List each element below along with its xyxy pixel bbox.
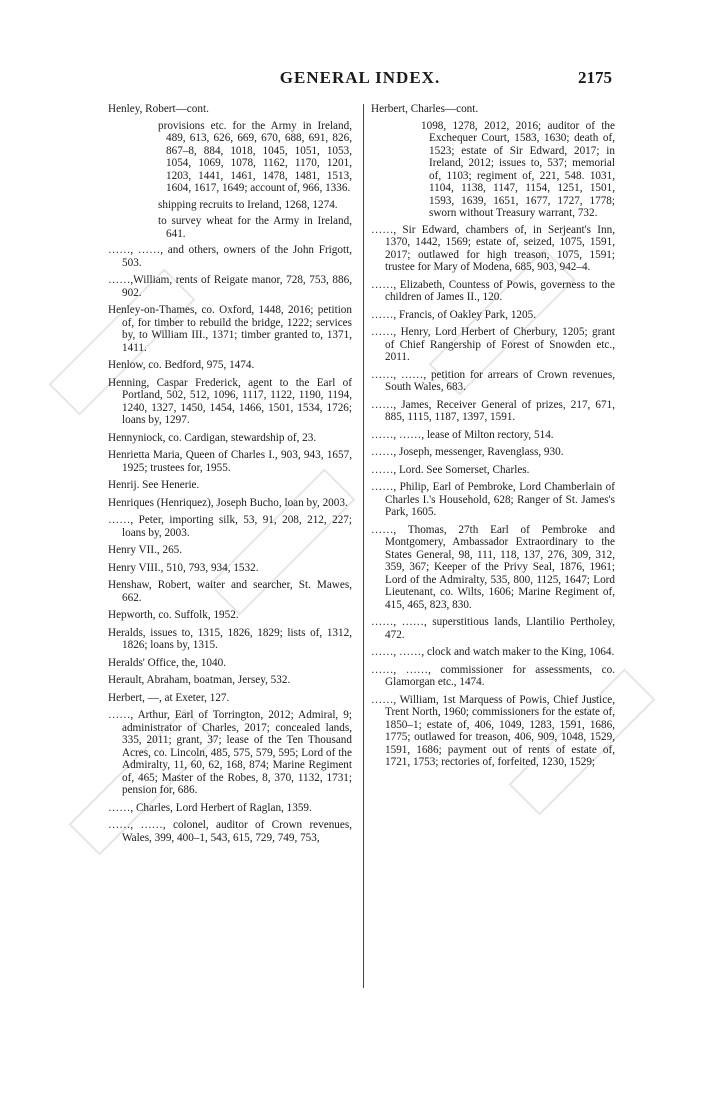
index-entry: ……, ……, commissioner for assessments, co. Glamorgan etc., 1474.: [371, 663, 615, 688]
index-entry: ……, Philip, Earl of Pembroke, Lord Chamberlain of Charles I.'s Household, 628; Ranger of St. James's Park, 1605.: [371, 481, 615, 518]
index-entry: ……, Arthur, Earl of Torrington, 2012; Admiral, 9; administrator of Charles, 2017; concealed lands, 335, 2011; grant, 37; lease of the Ten Thousand Acres, co. Lincoln, 485, 575, 579, 595; Lord of the Admiralty, 11, 60, 62, 168, 874; Marine Regiment of, 465; Master of the Robes, 8, 370, 1132, 1731; pension for, 686.: [108, 709, 352, 796]
index-entry: ……, Francis, of Oakley Park, 1205.: [371, 308, 536, 321]
index-entry: ……, Joseph, messenger, Ravenglass, 930.: [371, 446, 564, 458]
index-entry: Herault, Abraham, boatman, Jersey, 532.: [108, 674, 291, 686]
index-entry: ……, Henry, Lord Herbert of Cherbury, 1205; grant of Chief Rangership of Forest of Snowden etc., 2011.: [371, 326, 615, 363]
index-entry: ……, Charles, Lord Herbert of Raglan, 1359.: [108, 801, 312, 814]
index-entry: Henrij. See Henerie.: [108, 479, 200, 491]
index-entry: to survey wheat for the Army in Ireland, 641.: [158, 215, 352, 240]
index-entry: 1098, 1278, 2012, 2016; auditor of the Exchequer Court, 1583, 1630; death of, 1523; estate of Sir Edward, 2017; in Ireland, 2012; issues to, 537; memorial of, 1103; regiment of, 221, 548. 1031, 1104, 1138, 1147, 1154, 1251, 1501, 1593, 1639, 1651, 1677, 1727, 1778; sworn without Treasury warrant, 732.: [421, 119, 615, 219]
index-entry: Heralds, issues to, 1315, 1826, 1829; lists of, 1312, 1826; loans by, 1315.: [108, 626, 352, 651]
index-entry: Henlow, co. Bedford, 975, 1474.: [108, 359, 255, 371]
index-entry: ……, ……, petition for arrears of Crown revenues, South Wales, 683.: [371, 368, 615, 393]
left-column: [108, 103, 352, 849]
index-entry: ……, Sir Edward, chambers of, in Serjeant's Inn, 1370, 1442, 1569; estate of, seized, 1075, 1591, 2017; outlawed for high treason, 1075, 1591; trustee for Mary of Modena, 685, 903, 942–4.: [371, 223, 615, 273]
index-entry: Henning, Caspar Frederick, agent to the Earl of Portland, 502, 512, 1096, 1117, 1122, 1190, 1194, 1240, 1327, 1450, 1454, 1466, 1501, 1534, 1726; loans by, 1297.: [108, 376, 352, 426]
column-divider: [363, 104, 364, 988]
index-entry: Hepworth, co. Suffolk, 1952.: [108, 609, 239, 621]
index-entry: Henriques (Henriquez), Joseph Bucho, loan by, 2003.: [108, 496, 348, 509]
index-entry: ……, Thomas, 27th Earl of Pembroke and Montgomery, Ambassador Extraordinary to the States General, 98, 111, 118, 137, 276, 309, 312, 359, 367; Keeper of the Privy Seal, 1876, 1961; Lord of the Admiralty, 535, 800, 1125, 1647; Lord Lieutenant, co. Wilts, 1606; Marine Regiment of, 415, 465, 823, 830.: [371, 523, 615, 611]
index-entry: ……, Lord. See Somerset, Charles.: [371, 463, 530, 476]
index-entry: Herbert, Charles—cont.: [371, 103, 479, 115]
page-header: [108, 68, 612, 92]
index-entry: Henry VIII., 510, 793, 934, 1532.: [108, 561, 259, 574]
index-entry: shipping recruits to Ireland, 1268, 1274.: [158, 198, 338, 211]
page-title: GENERAL INDEX.: [279, 68, 441, 87]
right-column: [371, 103, 615, 774]
index-entry: ……, Peter, importing silk, 53, 91, 208, 212, 227; loans by, 2003.: [108, 514, 352, 539]
index-entry: ……, ……, colonel, auditor of Crown revenues, Wales, 399, 400–1, 543, 615, 729, 749, 753,: [108, 819, 352, 844]
index-entry: Henry VII., 265.: [108, 544, 183, 556]
page-number: 2175: [578, 68, 612, 87]
index-entry: ……,William, rents of Reigate manor, 728, 753, 886, 902.: [108, 274, 352, 299]
index-entry: ……, ……, lease of Milton rectory, 514.: [371, 428, 554, 441]
index-entry: Henley, Robert—cont.: [108, 103, 209, 115]
index-entry: ……, James, Receiver General of prizes, 217, 671, 885, 1115, 1187, 1397, 1591.: [371, 398, 615, 423]
index-entry: Henshaw, Robert, waiter and searcher, St. Mawes, 662.: [108, 579, 352, 604]
index-entry: ……, William, 1st Marquess of Powis, Chief Justice, Trent North, 1960; commissioners for the estate of, 1850–1; estate of, 406, 1049, 1283, 1591, 1686, 1775; outlawed for treason, 406, 909, 1048, 1529, 1591, 1686; payment out of rents of estate of, 1721, 1753; rectories of, forfeited, 1230, 1529;: [371, 693, 615, 768]
index-entry: Hennyniock, co. Cardigan, stewardship of, 23.: [108, 431, 317, 444]
index-entry: provisions etc. for the Army in Ireland, 489, 613, 626, 669, 670, 688, 691, 826, 867–8, 884, 1018, 1045, 1051, 1053, 1054, 1069, 1078, 1162, 1170, 1201, 1203, 1441, 1461, 1478, 1481, 1513, 1604, 1617, 1649; account of, 966, 1336.: [158, 119, 352, 194]
index-entry: Henley-on-Thames, co. Oxford, 1448, 2016; petition of, for timber to rebuild the bridge, 1222; services by, to William III., 1371; timber granted to, 1371, 1411.: [108, 304, 352, 354]
index-entry: Heralds' Office, the, 1040.: [108, 656, 226, 669]
index-entry: Herbert, —, at Exeter, 127.: [108, 691, 230, 704]
index-entry: Henrietta Maria, Queen of Charles I., 903, 943, 1657, 1925; trustees for, 1955.: [108, 449, 352, 474]
index-entry: ……, ……, and others, owners of the John Frigott, 503.: [108, 244, 352, 269]
index-entry: ……, Elizabeth, Countess of Powis, governess to the children of James II., 120.: [371, 278, 615, 303]
index-entry: ……, ……, superstitious lands, Llantilio Pertholey, 472.: [371, 616, 615, 641]
index-entry: ……, ……, clock and watch maker to the King, 1064.: [371, 646, 615, 658]
